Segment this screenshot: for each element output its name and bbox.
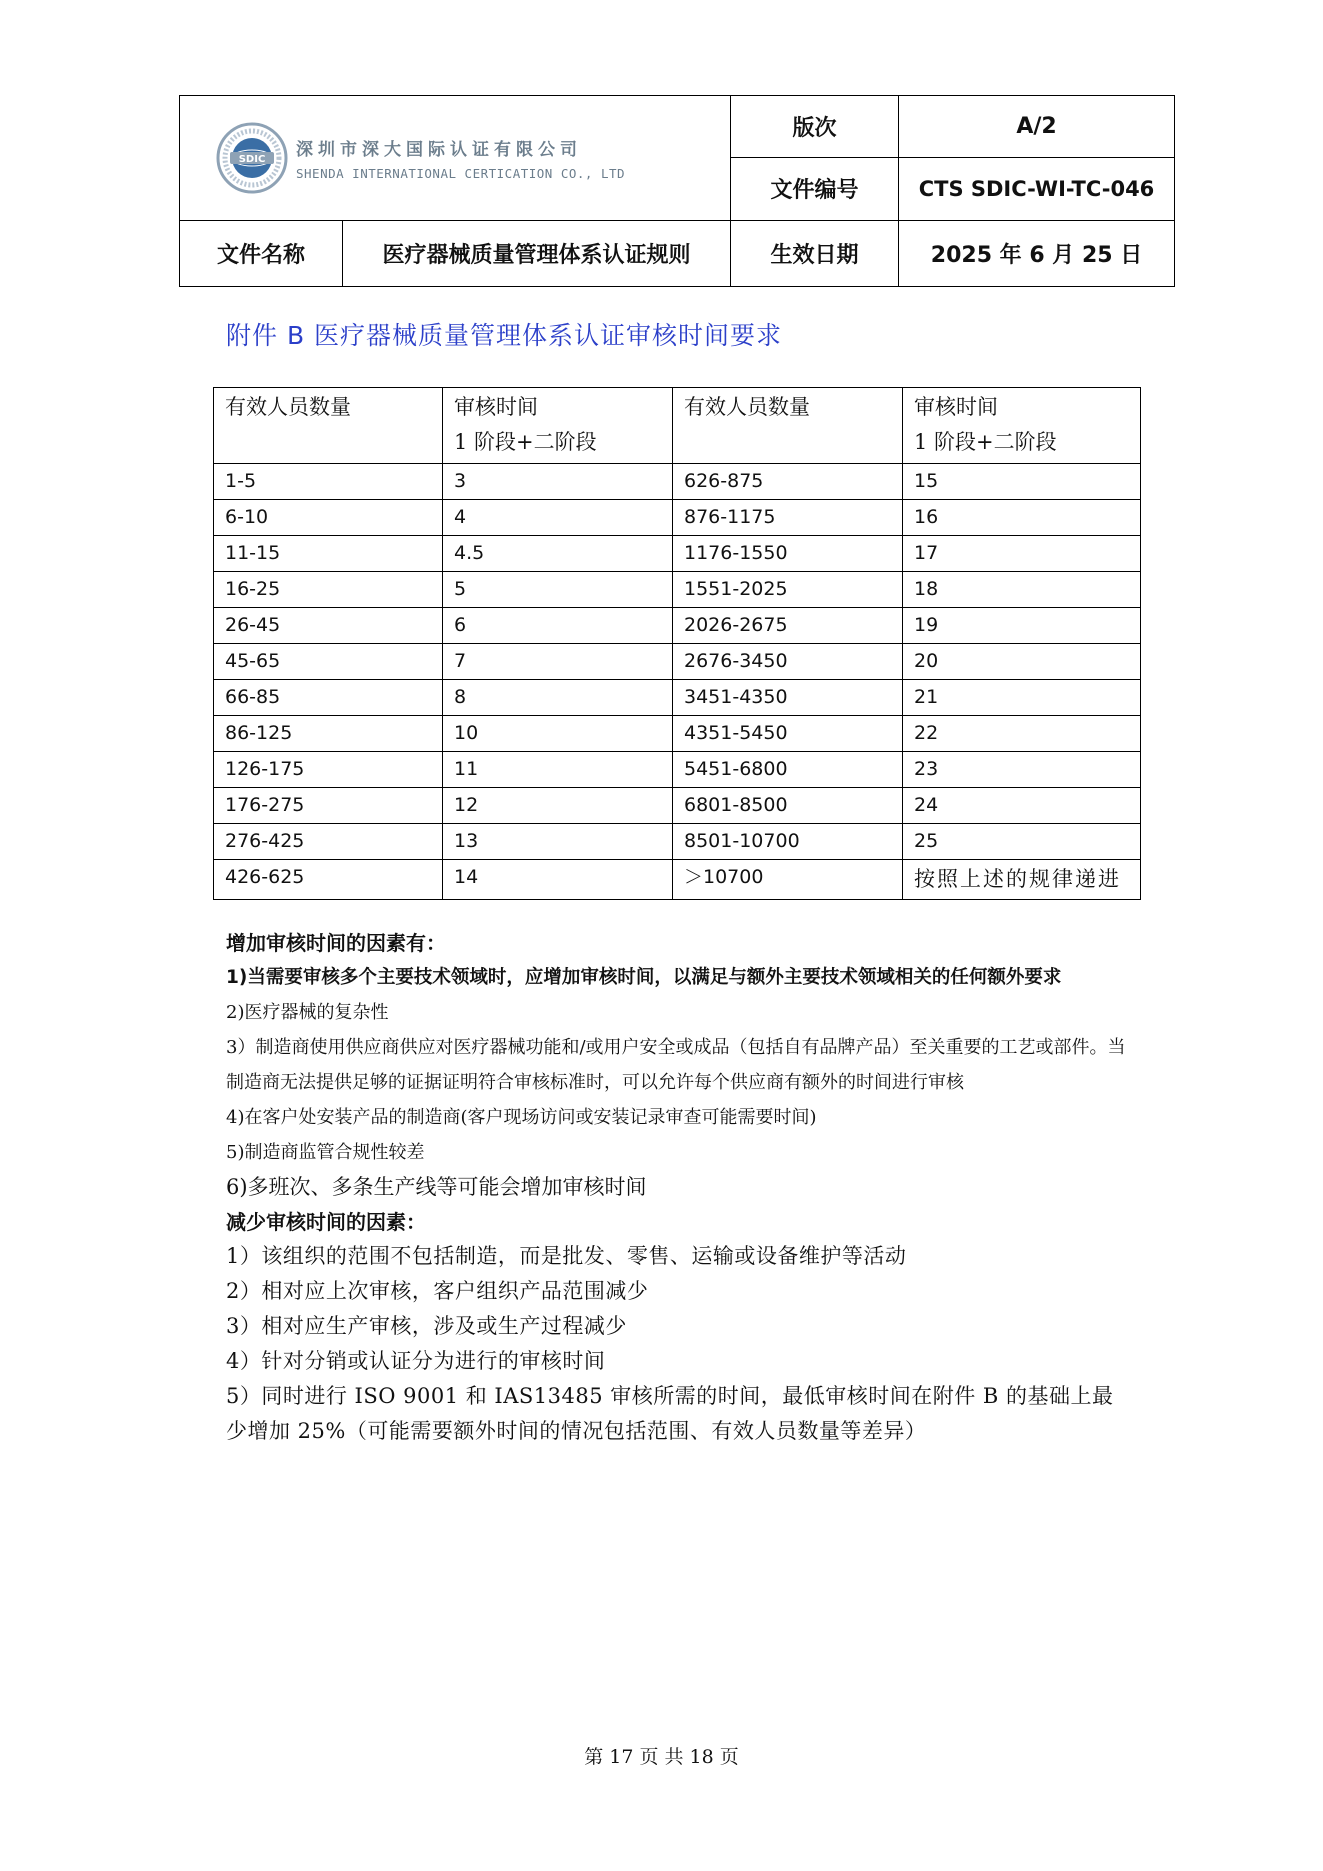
document-number-label: 文件编号 bbox=[731, 158, 899, 220]
table-row: 426-625 14 ＞10700 按照上述的规律递进 bbox=[214, 860, 1141, 900]
header-personnel: 有效人员数量 bbox=[214, 388, 443, 464]
list-item: 2）相对应上次审核，客户组织产品范围减少 bbox=[226, 1279, 649, 1303]
list-item: 1)当需要审核多个主要技术领域时，应增加审核时间，以满足与额外主要技术领域相关的任何额外要求 bbox=[226, 967, 1062, 988]
table-row: 11-15 4.5 1176-1550 17 bbox=[214, 536, 1141, 572]
list-item: 2)医疗器械的复杂性 bbox=[226, 1002, 389, 1023]
document-header bbox=[179, 95, 1175, 287]
table-row: 176-275 12 6801-8500 24 bbox=[214, 788, 1141, 824]
table-row: 26-45 6 2026-2675 19 bbox=[214, 608, 1141, 644]
table-row: 66-85 8 3451-4350 21 bbox=[214, 680, 1141, 716]
table-row: 45-65 7 2676-3450 20 bbox=[214, 644, 1141, 680]
audit-time-factors bbox=[226, 926, 1131, 1449]
table-row: 1-5 3 626-875 15 bbox=[214, 464, 1141, 500]
header-audit-time: 审核时间 1 阶段+二阶段 bbox=[443, 388, 673, 464]
table-row: 6-10 4 876-1175 16 bbox=[214, 500, 1141, 536]
document-name-value: 医疗器械质量管理体系认证规则 bbox=[343, 220, 731, 286]
audit-time-table bbox=[213, 387, 1141, 900]
company-name-cn: 深圳市深大国际认证有限公司 bbox=[296, 139, 582, 160]
list-item: 3）相对应生产审核，涉及或生产过程减少 bbox=[226, 1314, 627, 1338]
table-row: 16-25 5 1551-2025 18 bbox=[214, 572, 1141, 608]
list-item: 5）同时进行 ISO 9001 和 IAS13485 审核所需的时间，最低审核时间在附件 B 的基础上最少增加 25%（可能需要额外时间的情况包括范围、有效人员数量等差异） bbox=[226, 1384, 1114, 1443]
header-audit-time: 审核时间 1 阶段+二阶段 bbox=[903, 388, 1141, 464]
table-row: 86-125 10 4351-5450 22 bbox=[214, 716, 1141, 752]
increase-factors-title: 增加审核时间的因素有： bbox=[226, 931, 446, 955]
header-personnel: 有效人员数量 bbox=[673, 388, 903, 464]
version-value: A/2 bbox=[899, 96, 1175, 158]
table-row: 276-425 13 8501-10700 25 bbox=[214, 824, 1141, 860]
page-number: 第 17 页 共 18 页 bbox=[584, 1746, 739, 1768]
decrease-factors-title: 减少审核时间的因素： bbox=[226, 1210, 426, 1234]
list-item: 6)多班次、多条生产线等可能会增加审核时间 bbox=[226, 1175, 647, 1199]
document-name-label: 文件名称 bbox=[180, 220, 343, 286]
table-header-row bbox=[214, 388, 1141, 464]
list-item: 4)在客户处安装产品的制造商(客户现场访问或安装记录审查可能需要时间) bbox=[226, 1107, 817, 1128]
effective-date-label: 生效日期 bbox=[731, 220, 899, 286]
company-name-en: SHENDA INTERNATIONAL CERTICATION CO., LTD bbox=[296, 165, 626, 181]
list-item: 1）该组织的范围不包括制造，而是批发、零售、运输或设备维护等活动 bbox=[226, 1244, 907, 1268]
table-row: 126-175 11 5451-6800 23 bbox=[214, 752, 1141, 788]
sdic-logo-icon bbox=[216, 122, 288, 194]
company-logo-cell bbox=[180, 96, 731, 221]
list-item: 5)制造商监管合规性较差 bbox=[226, 1142, 425, 1163]
document-number-value: CTS SDIC-WI-TC-046 bbox=[899, 158, 1175, 220]
logo-text: SDIC bbox=[238, 153, 266, 165]
list-item: 3）制造商使用供应商供应对医疗器械功能和/或用户安全或成品（包括自有品牌产品）至关重要的工艺或部件。当制造商无法提供足够的证据证明符合审核标准时，可以允许每个供应商有额外的时间进行审核 bbox=[226, 1037, 1126, 1093]
version-label: 版次 bbox=[731, 96, 899, 158]
effective-date-value: 2025 年 6 月 25 日 bbox=[899, 220, 1175, 286]
section-title: 附件 B 医疗器械质量管理体系认证审核时间要求 bbox=[226, 321, 783, 350]
list-item: 4）针对分销或认证分为进行的审核时间 bbox=[226, 1349, 606, 1373]
